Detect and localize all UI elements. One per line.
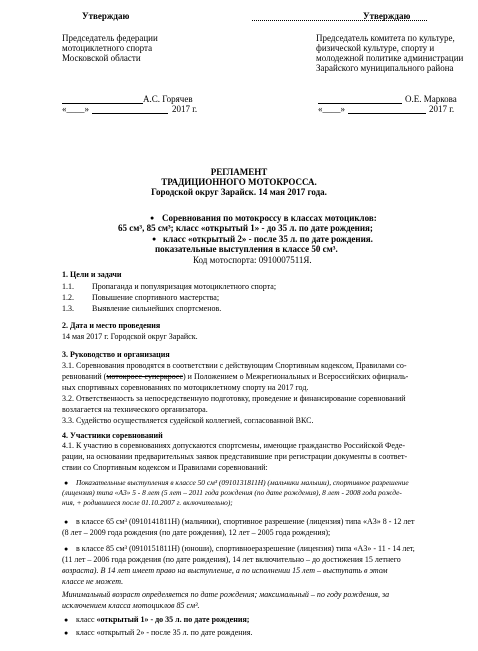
summary-line2: 65 см³, 85 см³; класс «открытый 1» - до 35 л. по дате рождения; [118,223,373,233]
approve-left-date-prefix: «____» [62,104,89,114]
section3-line [62,372,408,382]
section1-item-text: Повышение спортивного мастерства; [92,293,220,302]
approve-left-signature: А.С. Горячев [143,94,193,104]
section3-line: возлагается на технического организатора. [62,405,208,414]
age-note-line: Минимальный возраст определяется по дате рождения; максимальный – по году рождения, за [62,590,390,599]
section3-line: 3.2. Ответственность за непосредственную подготовку, проведение и финансирование соревнований [62,394,406,403]
bullet-icon: ● [64,518,69,526]
bullet3-line: в классе 85 см³ (0910151811Н) (юноши), спортивноеразрешение (лицензия) типа «А3» - 11 - 14 лет, [76,544,415,553]
bullet4-line [76,615,249,625]
approve-right-date-prefix: «____» [318,104,345,114]
summary-line5: Код мотоспорта: 0910007511Я. [193,255,312,265]
date-line-left [92,113,168,114]
approve-right-underline [252,20,427,21]
bullet-icon: ● [152,235,157,243]
bullet-icon: ● [150,214,155,222]
section3-line: 3.1. Соревнования проводятся в соответствии с действующим Спортивным кодексом, Правилами со- [62,361,407,370]
approve-right-line: Председатель комитета по культуре, [316,33,455,43]
title-line1: РЕГЛАМЕНТ [210,167,268,177]
section1-item-num: 1.3. [62,304,74,313]
bullet3-line: возраста). В 14 лет имеет право на выступление, а по исполнении 15 лет – выступать в этом [62,566,388,575]
approve-right-label: Утверждаю [363,11,411,21]
section4-line: 4.1. К участию в соревнованиях допускаются спортсмены, имеющие гражданство Российской Феде- [62,441,406,450]
section3-line: ных спортивных соревнованиях по мотоциклетному спорту на 2017 год. [62,383,309,392]
section1-item-text: Пропаганда и популяризация мотоциклетного спорта; [92,282,277,291]
bullet-icon: ● [64,616,69,624]
bullet3-line: классе не может. [62,577,124,586]
section1-heading: 1. Цели и задачи [62,270,122,279]
bullet4-prefix: класс [76,615,97,624]
approve-right-line: Зарайского муниципального района [316,63,454,73]
bullet2-line: (8 лет – 2009 года рождения (по дате рождения), 12 лет – 2005 года рождения); [62,528,331,537]
title-line3: Городской округ Зарайск. 14 мая 2017 года. [151,187,327,197]
section1-item-num: 1.2. [62,293,74,302]
approve-right-line: физической культуре, спорту и [316,43,435,53]
section3-fragment: ) и Положением о Межрегиональных и Всероссийских официаль- [183,372,409,381]
age-note-line: исключением класса мотоциклов 85 см³. [62,601,200,610]
section4-heading: 4. Участники соревнований [62,431,163,440]
section2-text: 14 мая 2017 г. Городской округ Зарайск. [62,332,198,341]
section1-item-num: 1.1. [62,282,74,291]
approve-left-line: Московской области [62,53,141,63]
bullet1-line: Показательные выступления в классе 50 см³ (0910131811Н) (мальчики малыши), спортивное разрешение [76,478,409,487]
approve-left-line: мотоциклетного спорта [62,43,153,53]
section3-fragment: ревнований ( [62,372,107,381]
bullet4-bold: «открытый 1» - до 35 л. по дате рождения; [96,615,250,624]
section2-heading: 2. Дата и место проведения [62,321,161,330]
summary-line1: Соревнования по мотокроссу в классах мотоциклов: [162,213,377,223]
title-line2: ТРАДИЦИОННОГО МОТОКРОССА. [161,177,317,187]
bullet3-line: (11 лет – 2006 года рождения (по дате рождения), 14 лет включительно – до достижения 15 летнего [62,555,401,564]
section4-line: ствии со Спортивным кодексом и Правилами соревнований: [62,463,268,472]
approve-left-line: Председатель федерации [62,33,158,43]
section3-line: 3.3. Судейство осуществляется судейской коллегией, согласованной ВКС. [62,416,314,425]
summary-line4: показательные выступления в классе 50 см³. [155,244,338,254]
approve-left-date-suffix: 2017 г. [172,104,198,114]
bullet1-line: (лицензия) типа «А3» 5 - 8 лет (5 лет – 2011 года рождения (по дате рождения), 8 лет - 2008 года рожде- [62,488,402,497]
date-line-right [348,113,426,114]
approve-left-label: Утверждаю [82,11,130,21]
bullet5-line: класс «открытый 2» - после 35 л. по дате рождения. [76,628,253,637]
approve-right-signature: О.Е. Маркова [405,94,457,104]
approve-right-line: молодежной политике администрации [316,53,464,63]
section1-item-text: Выявление сильнейших спортсменов. [92,304,222,313]
bullet-icon: ● [64,479,69,487]
bullet-icon: ● [64,545,69,553]
bullet2-line: в классе 65 см³ (0910141811Н) (мальчики), спортивное разрешение (лицензия) типа «А3» 8 - 12 лет [76,517,415,526]
bullet-icon: ● [64,629,69,637]
summary-line3: класс «открытый 2» - после 35 л. по дате рождения. [163,234,373,244]
approve-right-date-suffix: 2017 г. [429,104,455,114]
bullet1-line: ния, + родившиеся после 01.10.2007 г. включительно); [62,498,233,507]
section4-line: рации, на основании предварительных заявок представившие при регистрации документы в соответ- [62,452,408,461]
section3-heading: 3. Руководство и организация [62,350,170,359]
section3-struck-fragment: мотокросс-суперкросс [106,372,184,381]
